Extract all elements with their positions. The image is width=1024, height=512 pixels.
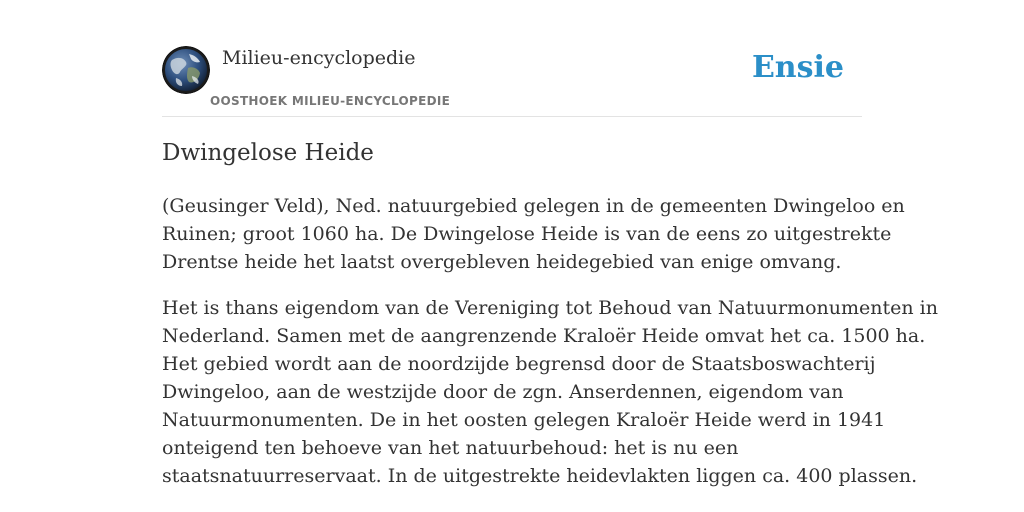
site-header: [162, 46, 862, 117]
article-title: Dwingelose Heide: [162, 140, 374, 166]
earth-globe-icon[interactable]: [162, 46, 210, 94]
site-name[interactable]: Milieu-encyclopedie: [222, 47, 416, 69]
text-line: onteigend ten behoeve van het natuurbehoud: het is nu een: [162, 437, 739, 459]
text-line: Het gebied wordt aan de noordzijde begrensd door de Staatsboswachterij: [162, 353, 876, 375]
text-line: staatsnatuurreservaat. In de uitgestrekte heidevlakten liggen ca. 400 plassen.: [162, 465, 918, 487]
text-line: Drentse heide het laatst overgebleven heidegebied van enige omvang.: [162, 251, 842, 273]
site-subtitle: OOSTHOEK MILIEU-ENCYCLOPEDIE: [210, 94, 451, 108]
text-line: Nederland. Samen met de aangrenzende Kraloër Heide omvat het ca. 1500 ha.: [162, 325, 926, 347]
text-line: Natuurmonumenten. De in het oosten gelegen Kraloër Heide werd in 1941: [162, 409, 886, 431]
article-body: [162, 192, 938, 508]
text-line: (Geusinger Veld), Ned. natuurgebied gelegen in de gemeenten Dwingeloo en: [162, 195, 905, 217]
brand-logo[interactable]: Ensie: [751, 50, 844, 85]
text-line: Ruinen; groot 1060 ha. De Dwingelose Heide is van de eens zo uitgestrekte: [162, 223, 892, 245]
paragraph: [162, 294, 938, 490]
text-line: Het is thans eigendom van de Vereniging tot Behoud van Natuurmonumenten in: [162, 297, 938, 319]
text-line: Dwingeloo, aan de westzijde door de zgn. Anserdennen, eigendom van: [162, 381, 844, 403]
paragraph: [162, 192, 905, 276]
